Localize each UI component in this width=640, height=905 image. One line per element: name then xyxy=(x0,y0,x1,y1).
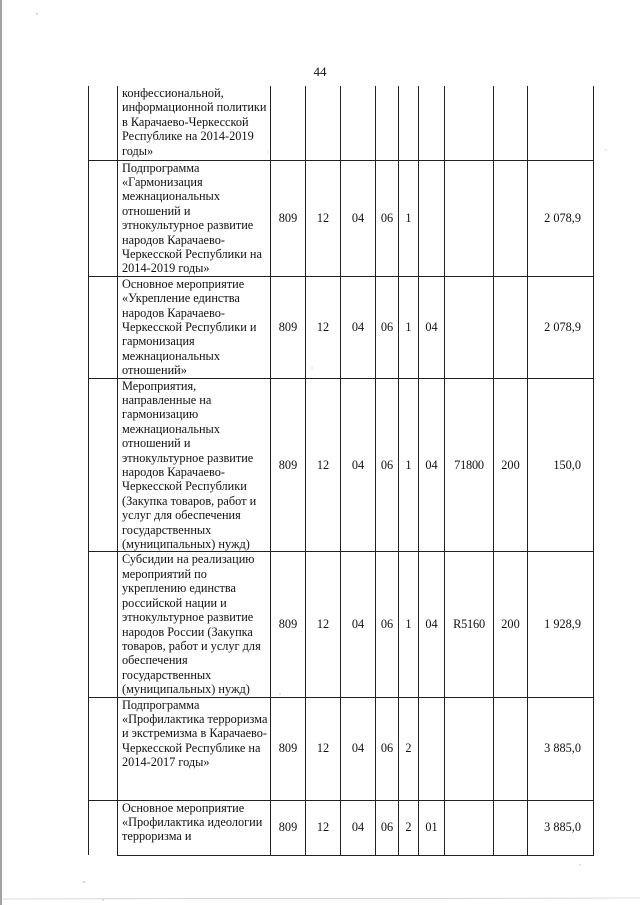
program-code xyxy=(376,86,399,160)
section-code: 12 xyxy=(306,378,341,552)
section-code xyxy=(306,86,341,160)
item-name: Основное мероприятие «Укрепление единства народов Карачаево-Черкесской Республики и гармонизация межнациональных отношений» xyxy=(118,276,271,378)
program-code: 06 xyxy=(376,800,399,855)
amount: 3 885,0 xyxy=(528,697,594,800)
subsection-code: 04 xyxy=(341,552,376,697)
amount: 2 078,9 xyxy=(528,160,594,276)
subprogram-code: 1 xyxy=(399,160,419,276)
item-name: Подпрограмма «Гармонизация межнациональных отношений и этнокультурное развитие народов Карачаево-Черкесской Республики на 2014-2019 годы» xyxy=(118,160,271,276)
item-name: Субсидии на реализацию мероприятий по укреплению единства российской нации и этнокультурное развитие народов России (Закупка товаров, работ и услуг для обеспечения государственных (муниципальных) нужд) xyxy=(118,552,271,697)
program-code: 06 xyxy=(376,160,399,276)
expense-type-code xyxy=(494,276,528,378)
subsection-code xyxy=(341,86,376,160)
ministry-code xyxy=(271,86,306,160)
program-code: 06 xyxy=(376,276,399,378)
activity-code: 04 xyxy=(419,276,445,378)
direction-code xyxy=(445,276,494,378)
expense-type-code xyxy=(494,697,528,800)
amount: 2 078,9 xyxy=(528,276,594,378)
direction-code xyxy=(445,86,494,160)
direction-code xyxy=(445,800,494,855)
subprogram-code: 2 xyxy=(399,800,419,855)
row-spacer-cell xyxy=(89,378,118,552)
item-name: Основное мероприятие «Профилактика идеологии терроризма и xyxy=(118,800,271,855)
table-row xyxy=(89,86,594,160)
item-name: Мероприятия, направленные на гармонизацию межнациональных отношений и этнокультурное развитие народов Карачаево-Черкесской Республики (Закупка товаров, работ и услуг для обеспечения государственных (муниципальных) нужд) xyxy=(118,378,271,552)
row-spacer-cell xyxy=(89,276,118,378)
section-code: 12 xyxy=(306,800,341,855)
subsection-code: 04 xyxy=(341,697,376,800)
section-code: 12 xyxy=(306,160,341,276)
page-number: 44 xyxy=(313,64,327,79)
table-row xyxy=(89,697,594,800)
table-row xyxy=(89,800,594,855)
ministry-code: 809 xyxy=(271,697,306,800)
subprogram-code xyxy=(399,86,419,160)
amount: 150,0 xyxy=(528,378,594,552)
table-row xyxy=(89,276,594,378)
direction-code: 71800 xyxy=(445,378,494,552)
amount: 3 885,0 xyxy=(528,800,594,855)
amount: 1 928,9 xyxy=(528,552,594,697)
amount xyxy=(528,86,594,160)
row-spacer-cell xyxy=(89,552,118,697)
ministry-code: 809 xyxy=(271,378,306,552)
subsection-code: 04 xyxy=(341,160,376,276)
subprogram-code: 1 xyxy=(399,378,419,552)
subprogram-code: 2 xyxy=(399,697,419,800)
item-name: конфессиональной, информационной политики в Карачаево-Черкесской Республике на 2014-2019 годы» xyxy=(118,86,271,160)
activity-code xyxy=(419,160,445,276)
row-spacer-cell xyxy=(89,86,118,160)
expense-type-code xyxy=(494,86,528,160)
subsection-code: 04 xyxy=(341,378,376,552)
activity-code xyxy=(419,86,445,160)
section-code: 12 xyxy=(306,552,341,697)
expense-type-code xyxy=(494,160,528,276)
direction-code: R5160 xyxy=(445,552,494,697)
table-row xyxy=(89,552,594,697)
subprogram-code: 1 xyxy=(399,276,419,378)
program-code: 06 xyxy=(376,378,399,552)
activity-code: 04 xyxy=(419,378,445,552)
program-code: 06 xyxy=(376,552,399,697)
section-code: 12 xyxy=(306,697,341,800)
ministry-code: 809 xyxy=(271,276,306,378)
subsection-code: 04 xyxy=(341,800,376,855)
activity-code xyxy=(419,697,445,800)
direction-code xyxy=(445,160,494,276)
ministry-code: 809 xyxy=(271,552,306,697)
direction-code xyxy=(445,697,494,800)
ministry-code: 809 xyxy=(271,160,306,276)
row-spacer-cell xyxy=(89,697,118,800)
row-spacer-cell xyxy=(89,800,118,855)
scan-edge-line xyxy=(0,898,640,899)
program-code: 06 xyxy=(376,697,399,800)
table-row xyxy=(89,160,594,276)
ministry-code: 809 xyxy=(271,800,306,855)
activity-code: 01 xyxy=(419,800,445,855)
expense-type-code: 200 xyxy=(494,552,528,697)
subprogram-code: 1 xyxy=(399,552,419,697)
row-spacer-cell xyxy=(89,160,118,276)
budget-table xyxy=(88,86,594,856)
activity-code: 04 xyxy=(419,552,445,697)
section-code: 12 xyxy=(306,276,341,378)
expense-type-code: 200 xyxy=(494,378,528,552)
subsection-code: 04 xyxy=(341,276,376,378)
item-name: Подпрограмма «Профилактика терроризма и экстремизма в Карачаево-Черкесской Республике на 2014-2017 годы» xyxy=(118,697,271,800)
table-row xyxy=(89,378,594,552)
expense-type-code xyxy=(494,800,528,855)
